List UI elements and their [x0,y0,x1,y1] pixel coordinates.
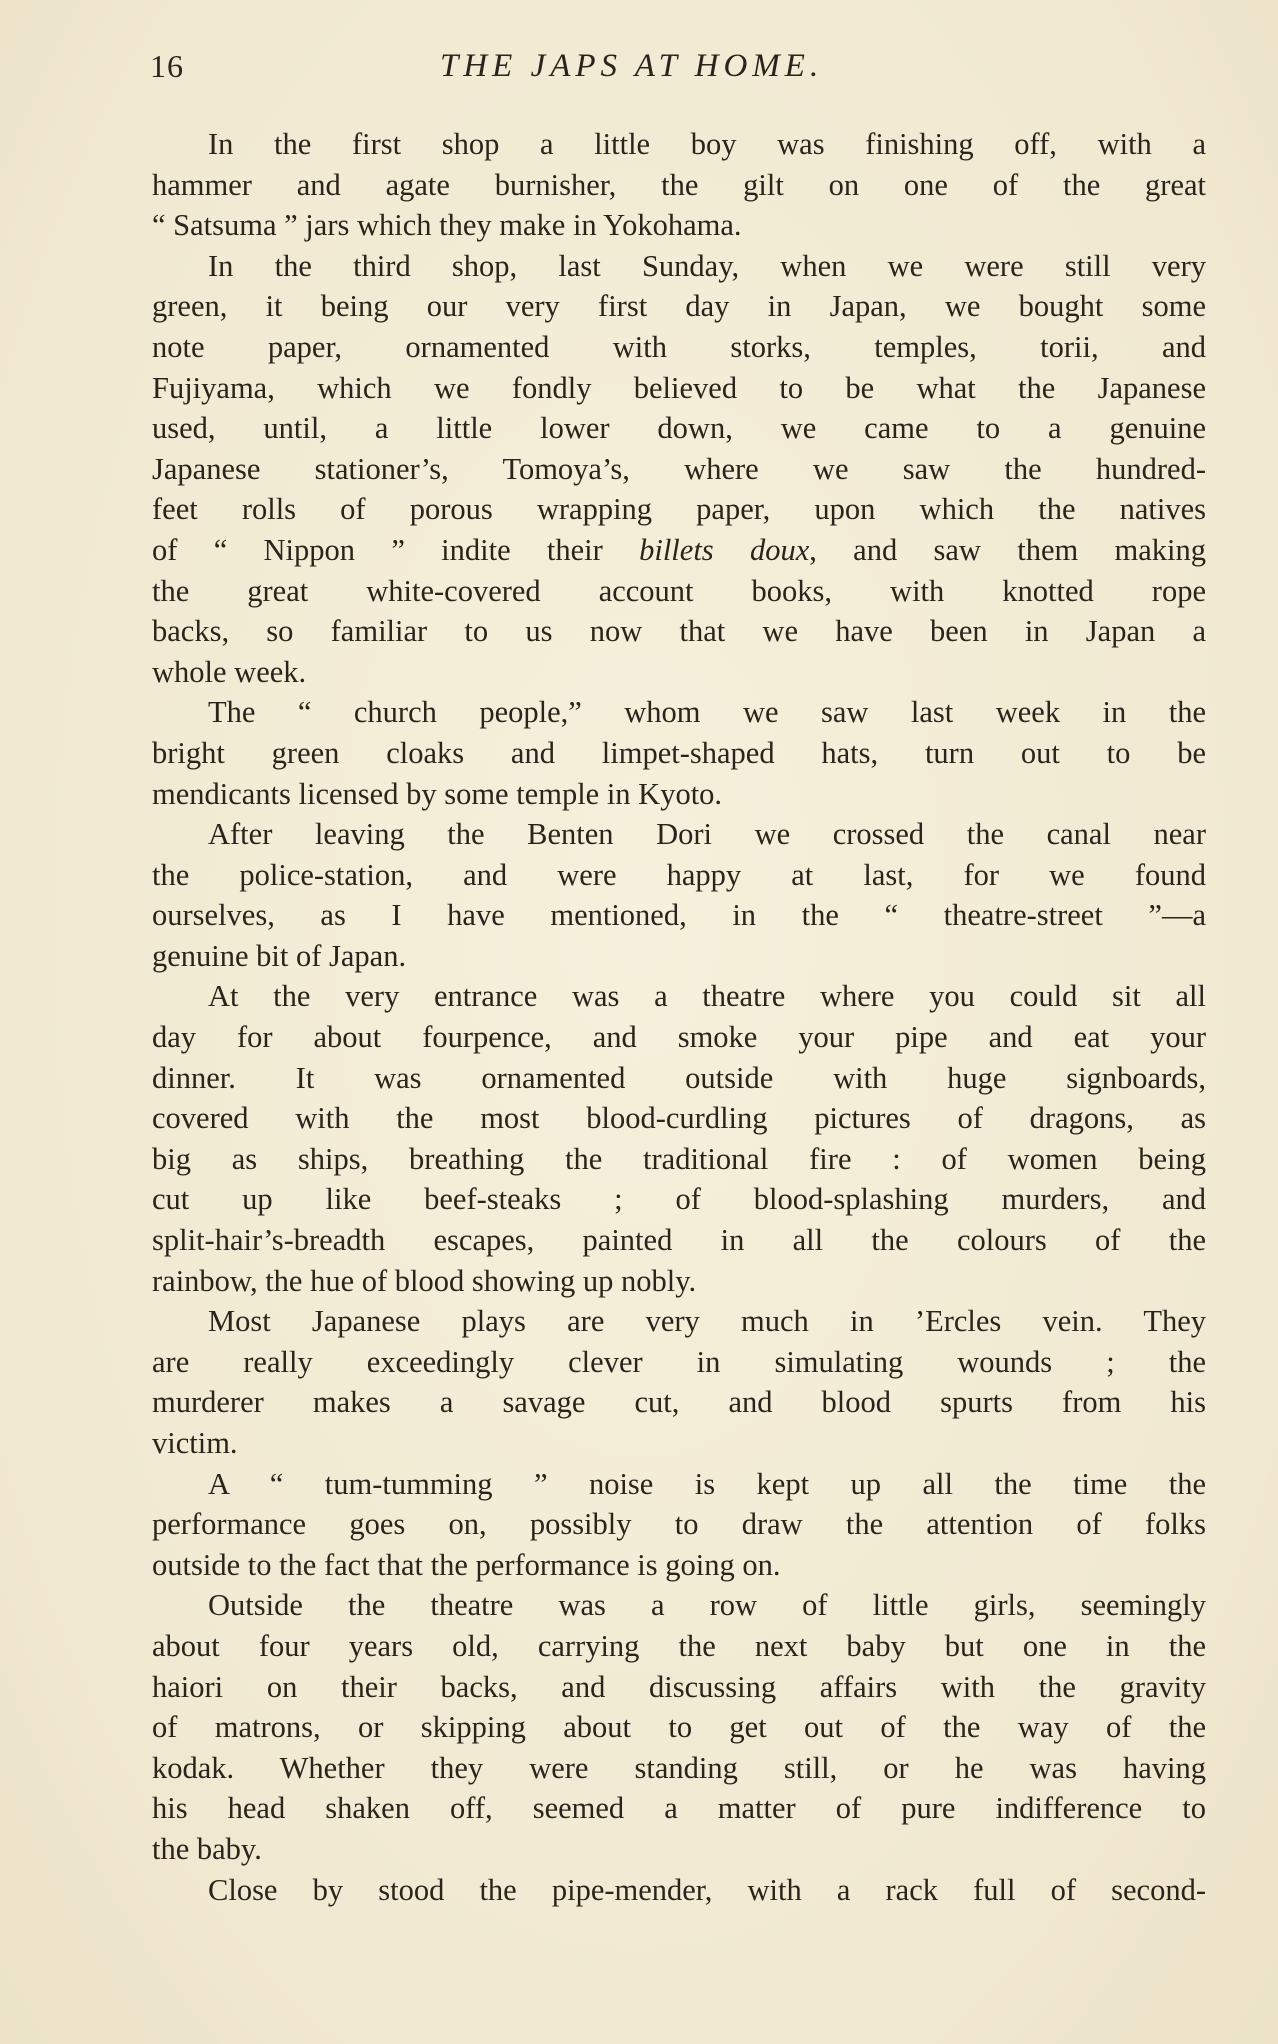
text-line: feet rolls of porous wrapping paper, upon which the natives [152,492,1206,527]
text-line: Fujiyama, which we fondly believed to be what the Japanese [152,370,1206,405]
text-line: his head shaken off, seemed a matter of pure indifference to [152,1791,1206,1826]
text-line: mendicants licensed by some temple in Kyoto. [152,776,723,811]
italic-phrase: billets doux [639,532,810,567]
text-line: dinner. It was ornamented outside with huge signboards, [152,1060,1206,1095]
body-text [152,124,1206,1910]
text-line: the great white-covered account books, with knotted rope [152,573,1206,608]
text-line: split-hair’s-breadth escapes, painted in all the colours of the [152,1223,1206,1258]
text-line: Outside the theatre was a row of little girls, seemingly [208,1588,1206,1623]
text-line: In the third shop, last Sunday, when we were still very [208,248,1206,283]
text-line: of “ Nippon ” indite their billets doux, and saw them making [152,532,1206,567]
text-line: day for about fourpence, and smoke your pipe and eat your [152,1020,1206,1055]
text-line: haiori on their backs, and discussing affairs with the gravity [152,1669,1206,1704]
text-line: the police-station, and were happy at last, for we found [152,857,1206,892]
text-line: backs, so familiar to us now that we have been in Japan a [152,614,1206,649]
text-line: of matrons, or skipping about to get out of the way of the [152,1710,1206,1745]
text-line: used, until, a little lower down, we came to a genuine [152,411,1206,446]
text-line: victim. [152,1426,238,1460]
text-line: In the first shop a little boy was finishing off, with a [208,127,1206,161]
running-title: THE JAPS AT HOME. [440,48,824,84]
text-line: covered with the most blood-curdling pictures of dragons, as [152,1101,1206,1136]
text-line: note paper, ornamented with storks, temples, torii, and [152,329,1206,364]
text-line: green, it being our very first day in Japan, we bought some [152,289,1206,324]
text-line: the baby. [152,1831,262,1866]
running-head [150,48,1210,98]
text-line: kodak. Whether they were standing still, or he was having [152,1750,1206,1785]
text-line: The “ church people,” whom we saw last week in the [208,695,1206,730]
text-line: murderer makes a savage cut, and blood spurts from his [152,1385,1206,1420]
text-line: Japanese stationer’s, Tomoya’s, where we saw the hundred- [152,451,1206,486]
text-line: Close by stood the pipe-mender, with a rack full of second- [208,1872,1206,1907]
text-line: After leaving the Benten Dori we crossed the canal near [208,817,1206,852]
text-line: big as ships, breathing the traditional fire : of women being [152,1141,1206,1176]
text-line: ourselves, as I have mentioned, in the “ theatre-street ”—a [152,898,1206,933]
text-line: whole week. [152,654,307,689]
text-line: Most Japanese plays are very much in ’Ercles vein. They [208,1304,1206,1339]
text-line: outside to the fact that the performance is going on. [152,1547,781,1582]
text-line: are really exceedingly clever in simulating wounds ; the [152,1344,1206,1379]
text-line: At the very entrance was a theatre where you could sit all [208,979,1206,1014]
text-line: performance goes on, possibly to draw the attention of folks [152,1507,1206,1542]
text-line: A “ tum-tumming ” noise is kept up all the time the [208,1466,1206,1501]
text-line: bright green cloaks and limpet-shaped hats, turn out to be [152,735,1206,770]
text-line: “ Satsuma ” jars which they make in Yokohama. [152,208,742,243]
text-line: rainbow, the hue of blood showing up nobly. [152,1263,697,1298]
text-line: about four years old, carrying the next baby but one in the [152,1628,1206,1663]
page-number: 16 [150,48,184,84]
text-line: cut up like beef-steaks ; of blood-splashing murders, and [152,1182,1206,1217]
text-line: hammer and agate burnisher, the gilt on one of the great [152,167,1206,202]
text-line: genuine bit of Japan. [152,938,407,973]
